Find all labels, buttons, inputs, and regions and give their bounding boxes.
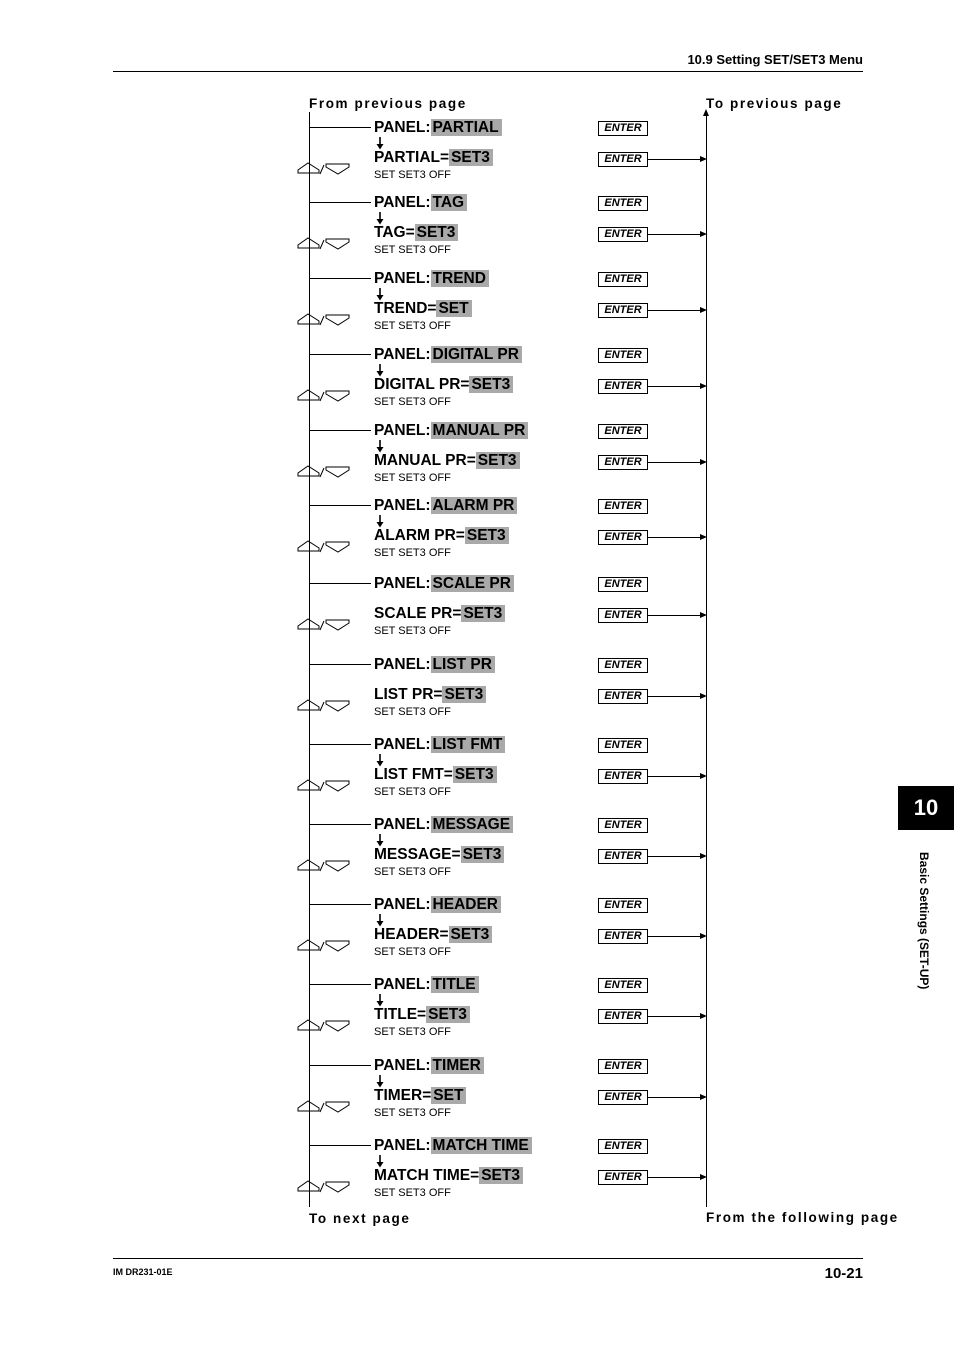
return-arrow-line: [648, 856, 703, 857]
set-value: SET3: [465, 527, 509, 544]
panel-item: [374, 815, 513, 835]
setting-options: SET SET3 OFF: [374, 706, 451, 718]
set-value: SET3: [476, 452, 520, 469]
branch-line: [309, 430, 371, 431]
branch-line: [309, 354, 371, 355]
set-prefix: MESSAGE=: [374, 846, 461, 863]
setting-options: SET SET3 OFF: [374, 866, 451, 878]
panel-prefix: PANEL:: [374, 816, 431, 833]
branch-line: [309, 583, 371, 584]
panel-item: [374, 421, 528, 441]
enter-key: ENTER: [598, 1059, 648, 1074]
menu-step: [0, 972, 954, 1050]
set-prefix: LIST PR=: [374, 686, 443, 703]
enter-key: ENTER: [598, 227, 648, 242]
enter-key: ENTER: [598, 499, 648, 514]
right-arrow-icon: [700, 1094, 707, 1100]
right-arrow-icon: [700, 231, 707, 237]
set-prefix: HEADER=: [374, 926, 449, 943]
to-next-page-label: To next page: [309, 1211, 411, 1226]
branch-line: [309, 1065, 371, 1066]
enter-key: ENTER: [598, 898, 648, 913]
set-prefix: SCALE PR=: [374, 605, 462, 622]
menu-step: [0, 892, 954, 970]
enter-key: ENTER: [598, 849, 648, 864]
menu-step: [0, 418, 954, 496]
enter-key: ENTER: [598, 818, 648, 833]
enter-key: ENTER: [598, 978, 648, 993]
footer-rule: [113, 1258, 863, 1259]
setting-options: SET SET3 OFF: [374, 472, 451, 484]
menu-step: [0, 571, 954, 649]
setting-options: SET SET3 OFF: [374, 946, 451, 958]
panel-value: TITLE: [431, 976, 479, 993]
set-value: SET3: [442, 686, 486, 703]
return-arrow-line: [648, 776, 703, 777]
return-arrow-line: [648, 696, 703, 697]
enter-key: ENTER: [598, 121, 648, 136]
return-arrow-line: [648, 537, 703, 538]
set-value: SET3: [461, 605, 505, 622]
set-prefix: PARTIAL=: [374, 149, 450, 166]
section-title: 10.9 Setting SET/SET3 Menu: [687, 52, 863, 67]
enter-key: ENTER: [598, 769, 648, 784]
menu-step: [0, 652, 954, 730]
panel-item: [374, 193, 467, 213]
menu-step: [0, 1133, 954, 1211]
menu-step: [0, 493, 954, 571]
enter-key: ENTER: [598, 455, 648, 470]
panel-value: ALARM PR: [431, 497, 518, 514]
up-down-keys-icon: [297, 235, 351, 253]
to-previous-page-label: To previous page: [706, 96, 843, 111]
set-value: SET3: [415, 224, 459, 241]
up-down-keys-icon: [297, 857, 351, 875]
set-value: SET3: [426, 1006, 470, 1023]
return-arrow-line: [648, 936, 703, 937]
right-arrow-icon: [700, 383, 707, 389]
panel-value: DIGITAL PR: [431, 346, 522, 363]
up-down-keys-icon: [297, 1178, 351, 1196]
branch-line: [309, 904, 371, 905]
panel-item: [374, 1136, 532, 1156]
panel-item: [374, 735, 505, 755]
right-arrow-icon: [700, 156, 707, 162]
right-arrow-icon: [700, 459, 707, 465]
panel-value: TIMER: [431, 1057, 484, 1074]
panel-prefix: PANEL:: [374, 736, 431, 753]
enter-key: ENTER: [598, 1170, 648, 1185]
panel-prefix: PANEL:: [374, 119, 431, 136]
set-prefix: LIST FMT=: [374, 766, 453, 783]
set-item: [374, 845, 504, 865]
panel-prefix: PANEL:: [374, 194, 431, 211]
panel-prefix: PANEL:: [374, 575, 431, 592]
setting-options: SET SET3 OFF: [374, 1026, 451, 1038]
enter-key: ENTER: [598, 658, 648, 673]
return-arrow-line: [648, 462, 703, 463]
up-down-keys-icon: [297, 387, 351, 405]
panel-item: [374, 975, 479, 995]
return-arrow-line: [648, 386, 703, 387]
panel-item: [374, 269, 489, 289]
panel-item: [374, 655, 495, 675]
set-item: [374, 685, 486, 705]
set-item: [374, 526, 509, 546]
branch-line: [309, 278, 371, 279]
enter-key: ENTER: [598, 608, 648, 623]
panel-value: SCALE PR: [431, 575, 514, 592]
panel-prefix: PANEL:: [374, 346, 431, 363]
enter-key: ENTER: [598, 196, 648, 211]
panel-item: [374, 574, 514, 594]
panel-value: LIST PR: [431, 656, 495, 673]
panel-value: MANUAL PR: [431, 422, 529, 439]
up-down-keys-icon: [297, 538, 351, 556]
up-down-keys-icon: [297, 616, 351, 634]
from-following-page-label: From the following page: [706, 1210, 899, 1225]
set-item: [374, 1005, 470, 1025]
return-arrow-line: [648, 310, 703, 311]
up-down-keys-icon: [297, 311, 351, 329]
panel-prefix: PANEL:: [374, 896, 431, 913]
return-arrow-line: [648, 615, 703, 616]
panel-item: [374, 118, 502, 138]
setting-options: SET SET3 OFF: [374, 396, 451, 408]
panel-value: MESSAGE: [431, 816, 514, 833]
return-arrow-line: [648, 1097, 703, 1098]
panel-value: MATCH TIME: [431, 1137, 532, 1154]
panel-value: HEADER: [431, 896, 501, 913]
up-down-keys-icon: [297, 697, 351, 715]
chapter-tab: 10: [898, 786, 954, 830]
panel-prefix: PANEL:: [374, 422, 431, 439]
set-value: SET3: [453, 766, 497, 783]
setting-options: SET SET3 OFF: [374, 547, 451, 559]
branch-line: [309, 505, 371, 506]
enter-key: ENTER: [598, 272, 648, 287]
panel-prefix: PANEL:: [374, 497, 431, 514]
set-prefix: MANUAL PR=: [374, 452, 476, 469]
right-arrow-icon: [700, 773, 707, 779]
enter-key: ENTER: [598, 738, 648, 753]
return-arrow-line: [648, 1177, 703, 1178]
branch-line: [309, 127, 371, 128]
enter-key: ENTER: [598, 379, 648, 394]
set-prefix: MATCH TIME=: [374, 1167, 480, 1184]
up-down-keys-icon: [297, 463, 351, 481]
menu-step: [0, 1053, 954, 1131]
right-arrow-icon: [700, 693, 707, 699]
chapter-name: Basic Settings (SET-UP): [917, 852, 931, 990]
set-item: [374, 1086, 466, 1106]
up-down-keys-icon: [297, 160, 351, 178]
set-item: [374, 604, 505, 624]
set-item: [374, 148, 493, 168]
branch-line: [309, 744, 371, 745]
enter-key: ENTER: [598, 577, 648, 592]
panel-item: [374, 895, 501, 915]
panel-item: [374, 345, 522, 365]
set-prefix: ALARM PR=: [374, 527, 465, 544]
setting-options: SET SET3 OFF: [374, 786, 451, 798]
branch-line: [309, 664, 371, 665]
set-item: [374, 451, 520, 471]
right-arrow-icon: [700, 1174, 707, 1180]
setting-options: SET SET3 OFF: [374, 244, 451, 256]
from-previous-page-label: From previous page: [309, 96, 467, 111]
branch-line: [309, 824, 371, 825]
panel-value: TREND: [431, 270, 489, 287]
menu-step: [0, 115, 954, 193]
setting-options: SET SET3 OFF: [374, 320, 451, 332]
set-value: SET3: [449, 926, 493, 943]
right-arrow-icon: [700, 612, 707, 618]
return-arrow-line: [648, 234, 703, 235]
right-arrow-icon: [700, 853, 707, 859]
set-value: SET3: [461, 846, 505, 863]
enter-key: ENTER: [598, 348, 648, 363]
setting-options: SET SET3 OFF: [374, 625, 451, 637]
enter-key: ENTER: [598, 424, 648, 439]
up-down-keys-icon: [297, 1017, 351, 1035]
set-item: [374, 765, 497, 785]
up-down-keys-icon: [297, 1098, 351, 1116]
set-prefix: TAG=: [374, 224, 415, 241]
setting-options: SET SET3 OFF: [374, 1187, 451, 1199]
panel-prefix: PANEL:: [374, 270, 431, 287]
return-arrow-line: [648, 159, 703, 160]
set-item: [374, 299, 472, 319]
menu-step: [0, 732, 954, 810]
menu-step: [0, 342, 954, 420]
page-number: 10-21: [824, 1265, 863, 1282]
enter-key: ENTER: [598, 530, 648, 545]
right-arrow-icon: [700, 1013, 707, 1019]
set-item: [374, 925, 492, 945]
set-value: SET: [436, 300, 471, 317]
enter-key: ENTER: [598, 1090, 648, 1105]
panel-value: TAG: [431, 194, 468, 211]
header-rule: [113, 71, 863, 72]
set-item: [374, 375, 513, 395]
set-item: [374, 1166, 523, 1186]
enter-key: ENTER: [598, 1139, 648, 1154]
enter-key: ENTER: [598, 152, 648, 167]
document-id: IM DR231-01E: [113, 1267, 173, 1277]
enter-key: ENTER: [598, 1009, 648, 1024]
menu-step: [0, 812, 954, 890]
set-value: SET3: [479, 1167, 523, 1184]
branch-line: [309, 1145, 371, 1146]
enter-key: ENTER: [598, 689, 648, 704]
right-arrow-icon: [700, 307, 707, 313]
set-prefix: TREND=: [374, 300, 437, 317]
right-arrow-icon: [700, 534, 707, 540]
setting-options: SET SET3 OFF: [374, 1107, 451, 1119]
panel-item: [374, 1056, 484, 1076]
branch-line: [309, 202, 371, 203]
set-value: SET: [431, 1087, 466, 1104]
panel-prefix: PANEL:: [374, 1137, 431, 1154]
set-prefix: DIGITAL PR=: [374, 376, 470, 393]
up-down-keys-icon: [297, 777, 351, 795]
return-arrow-line: [648, 1016, 703, 1017]
panel-value: LIST FMT: [431, 736, 506, 753]
panel-prefix: PANEL:: [374, 976, 431, 993]
set-value: SET3: [449, 149, 493, 166]
up-down-keys-icon: [297, 937, 351, 955]
panel-value: PARTIAL: [431, 119, 502, 136]
right-arrow-icon: [700, 933, 707, 939]
panel-prefix: PANEL:: [374, 656, 431, 673]
panel-item: [374, 496, 517, 516]
menu-step: [0, 266, 954, 344]
branch-line: [309, 984, 371, 985]
setting-options: SET SET3 OFF: [374, 169, 451, 181]
set-value: SET3: [469, 376, 513, 393]
set-prefix: TIMER=: [374, 1087, 432, 1104]
panel-prefix: PANEL:: [374, 1057, 431, 1074]
enter-key: ENTER: [598, 929, 648, 944]
enter-key: ENTER: [598, 303, 648, 318]
set-item: [374, 223, 458, 243]
menu-step: [0, 190, 954, 268]
set-prefix: TITLE=: [374, 1006, 427, 1023]
